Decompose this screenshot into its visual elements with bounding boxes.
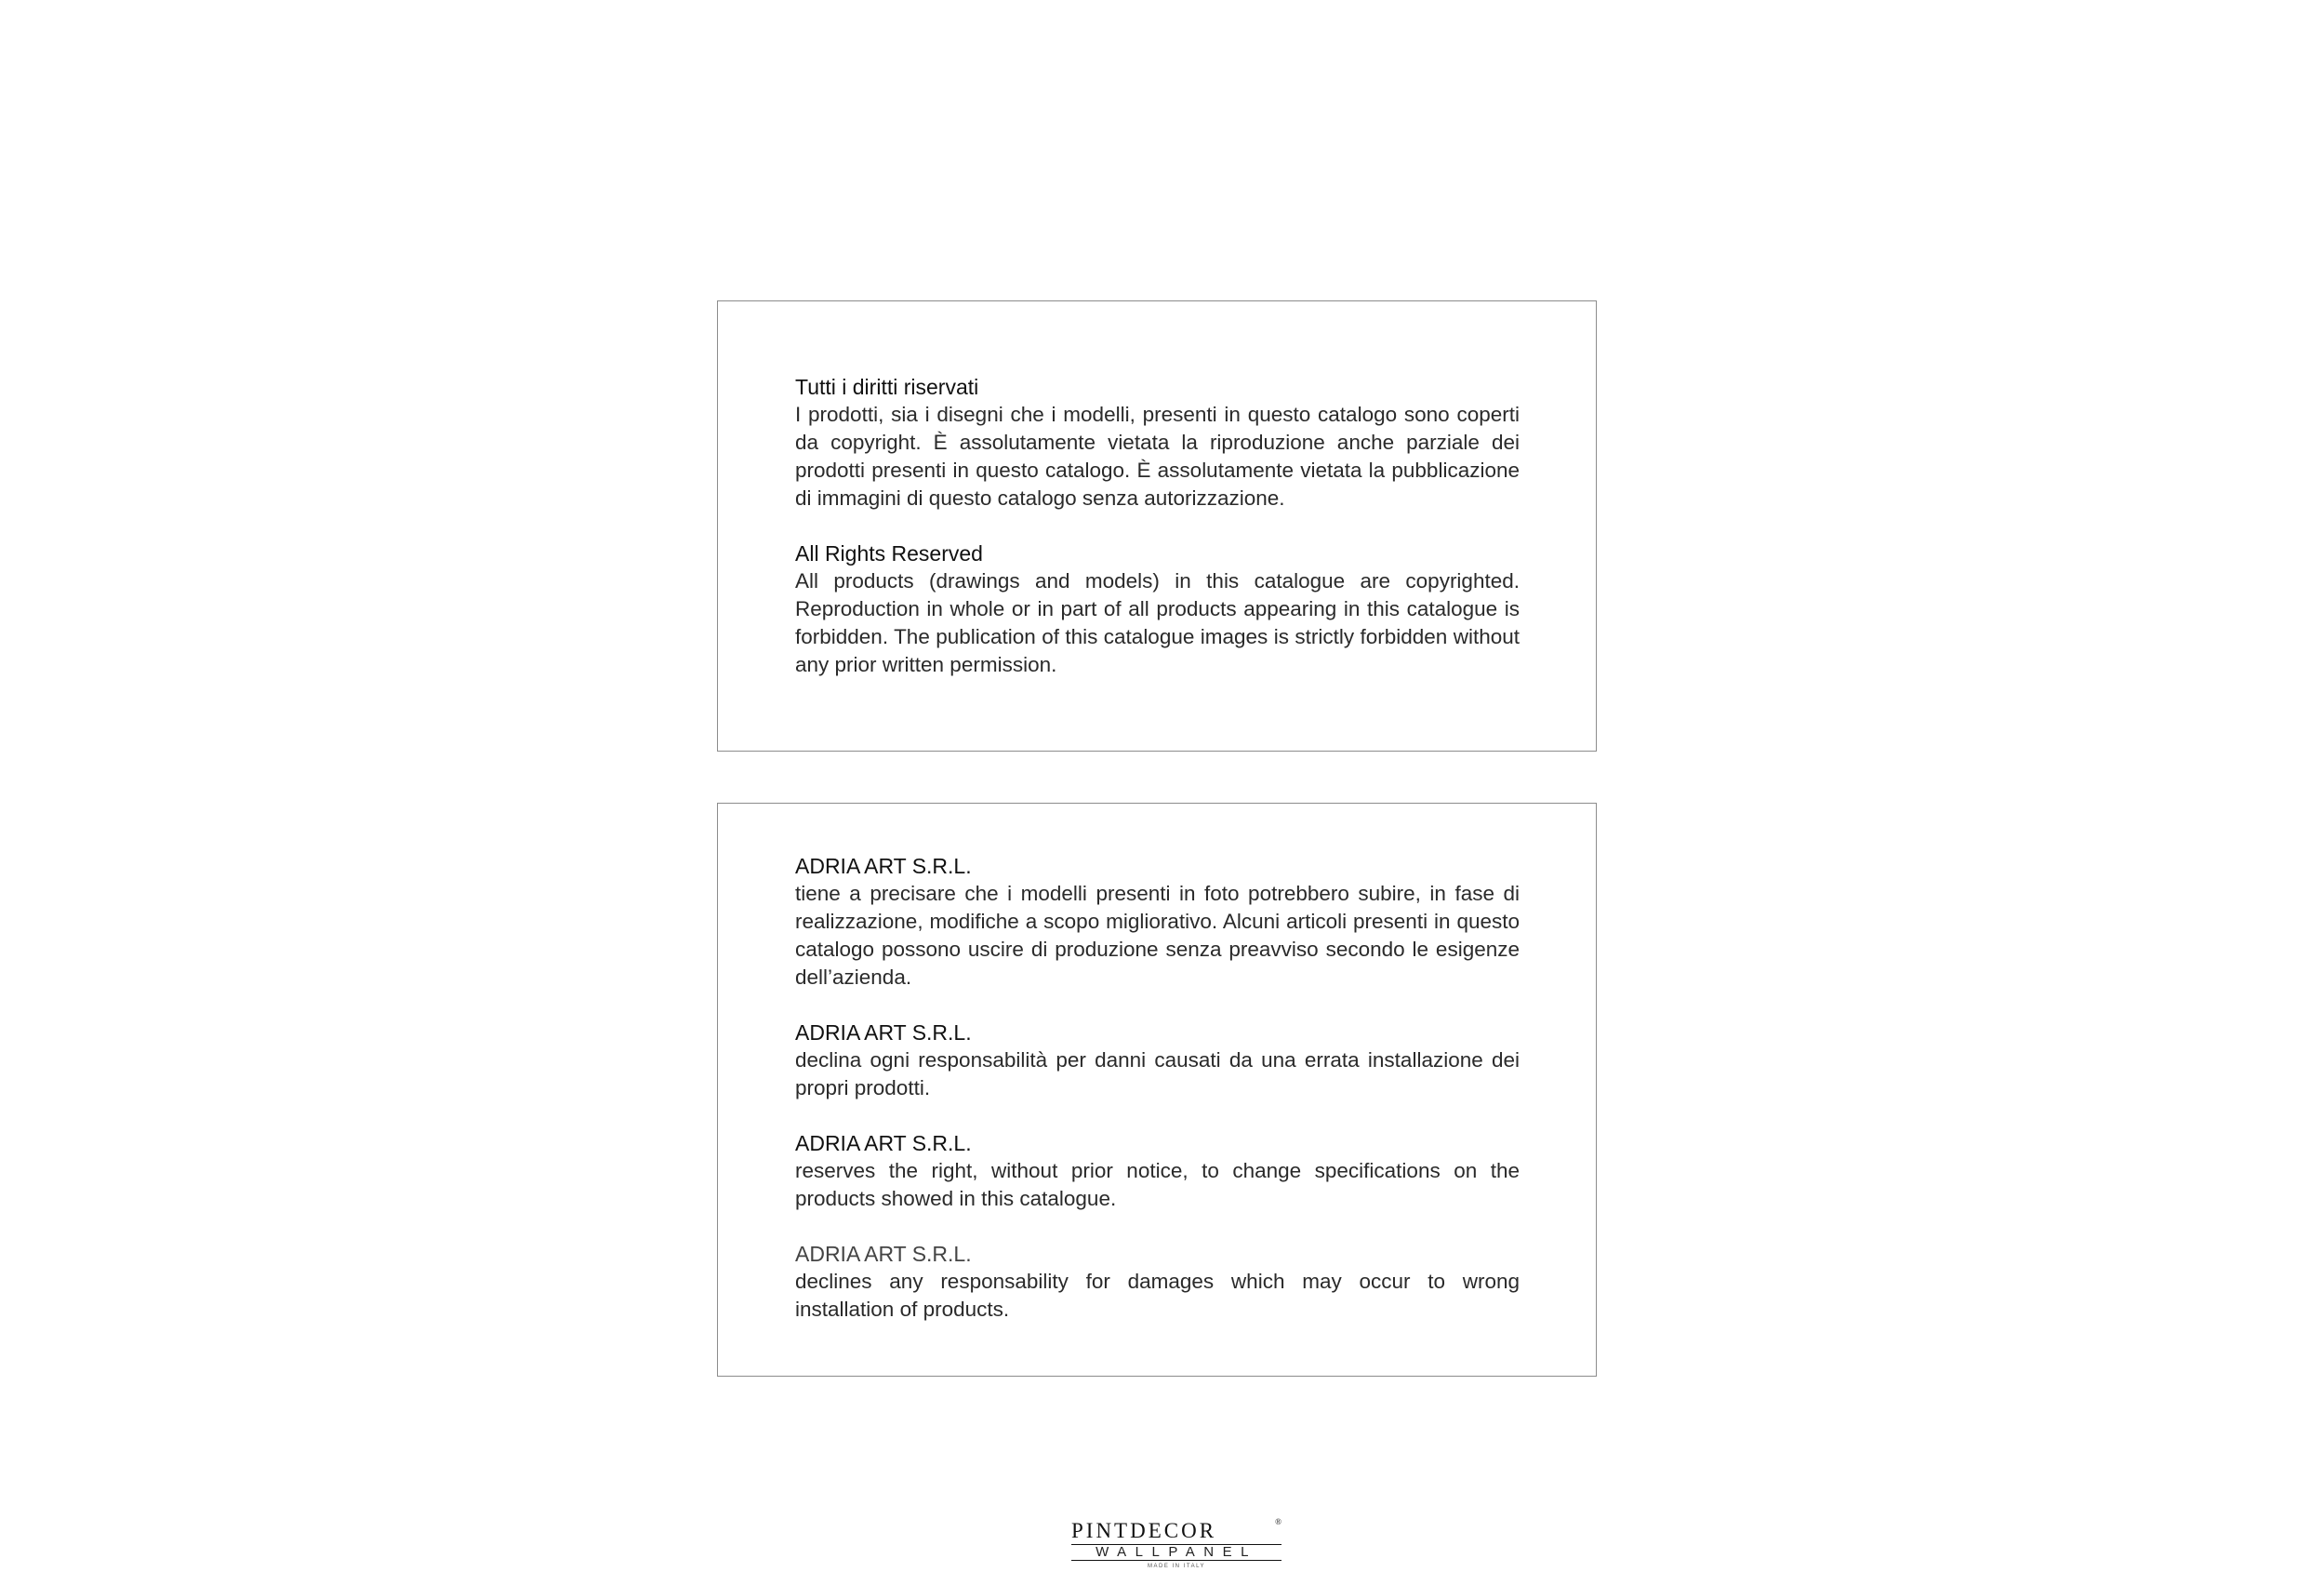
- disclaimer-text: reserves the right, without prior notice, to change specifications on the products showed in this catalogue.: [795, 1159, 1520, 1210]
- disclaimer-section: [795, 1019, 1520, 1102]
- logo-brand: [1071, 1517, 1282, 1542]
- copyright-english-section: [795, 539, 1520, 679]
- disclaimer-text: declina ogni responsabilità per danni causati da una errata installazione dei propri prodotti.: [795, 1048, 1520, 1099]
- copyright-italian-section: [795, 373, 1520, 513]
- logo-rule-bottom: [1071, 1560, 1282, 1561]
- copyright-english-text: All products (drawings and models) in this catalogue are copyrighted. Reproduction in whole or in part of all products appearing in this catalogue is forbidden. The publication of this catalogue images is strictly forbidden without any prior written permission.: [795, 569, 1520, 676]
- disclaimer-text: declines any responsability for damages which may occur to wrong installation of products.: [795, 1270, 1520, 1321]
- registered-mark: ®: [1275, 1517, 1282, 1526]
- company-disclaimer-box: [717, 803, 1597, 1377]
- copyright-english-heading: All Rights Reserved: [795, 541, 983, 566]
- disclaimer-text: tiene a precisare che i modelli presenti in foto potrebbero subire, in fase di realizzazione, modifiche a scopo migliorativo. Alcuni articoli presenti in questo catalogo possono uscire di produzione senza preavviso secondo le esigenze dell’azienda.: [795, 882, 1520, 989]
- copyright-notice-box: [717, 300, 1597, 752]
- disclaimer-section: [795, 852, 1520, 992]
- disclaimer-heading: ADRIA ART S.R.L.: [795, 1242, 972, 1266]
- logo-tagline: MADE IN ITALY: [1148, 1564, 1205, 1569]
- logo-brand-text: PINTDECOR: [1071, 1519, 1217, 1542]
- copyright-italian-text: I prodotti, sia i disegni che i modelli, presenti in questo catalogo sono coperti da copyright. È assolutamente vietata la riproduzione anche parziale dei prodotti presenti in questo catalogo. È assolutamente vietata la pubblicazione di immagini di questo catalogo senza autorizzazione.: [795, 403, 1520, 510]
- disclaimer-heading: ADRIA ART S.R.L.: [795, 854, 972, 878]
- disclaimer-section: [795, 1129, 1520, 1213]
- pintdecor-logo: [1071, 1517, 1282, 1572]
- logo-subline: WALLPANEL: [1096, 1544, 1257, 1560]
- disclaimer-heading: ADRIA ART S.R.L.: [795, 1020, 972, 1045]
- disclaimer-heading: ADRIA ART S.R.L.: [795, 1131, 972, 1155]
- copyright-italian-heading: Tutti i diritti riservati: [795, 375, 979, 399]
- disclaimer-section: [795, 1240, 1520, 1324]
